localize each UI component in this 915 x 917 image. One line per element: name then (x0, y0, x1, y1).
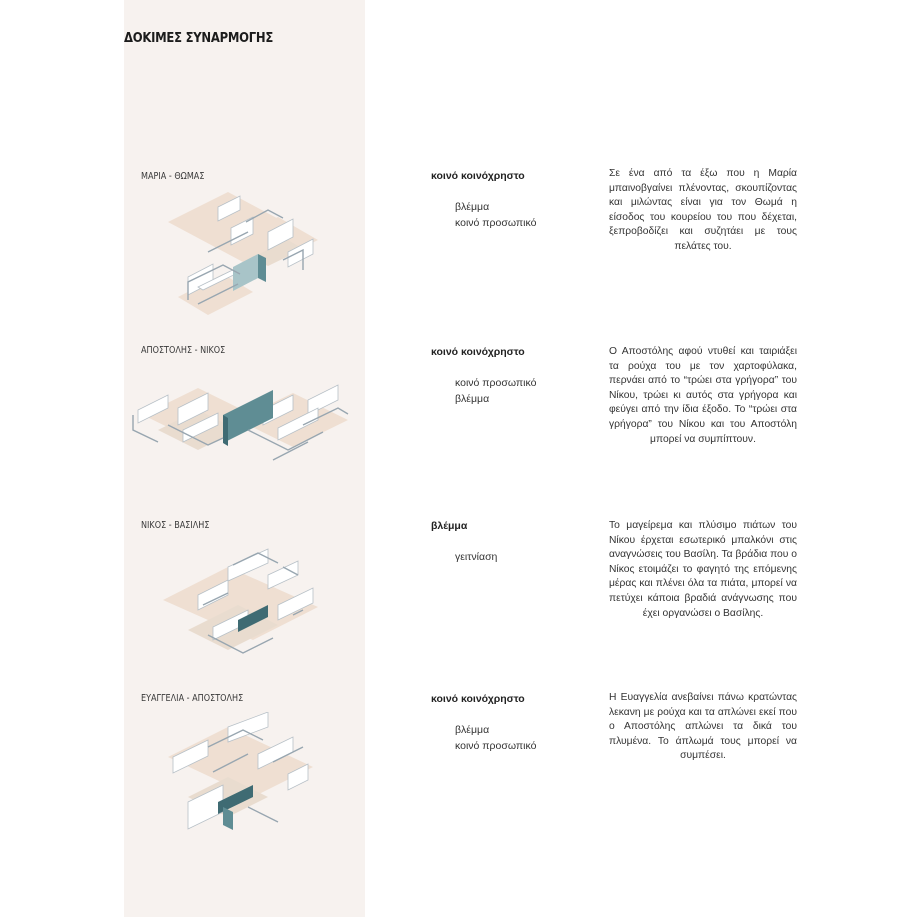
description: Ο Αποστόλης αφού ντυθεί και ταιριάξει τα ρούχα του με τον χαρτοφύλακα, περνάει από το “τρώει στα γρήγορα” του Νίκου, τρώει κι αυτός στα γρήγορα και φεύγει από την ίδια έξοδο. Το “τρώει στα γρήγορα” του Νίκου και του Αποστόλη μπορεί να συμπίπτουν. (609, 346, 797, 445)
relation-sub-2: βλέμμα (455, 393, 490, 405)
description: Η Ευαγγελία ανεβαίνει πάνω κρατώντας λεκανη με ρούχα και τα απλώνει εκεί που ο Αποστόλης απλώνει τα δικά του πλυμένα. Το άπλωμά τους μπορεί να συμπέσει. (609, 692, 797, 762)
relation-sub-1: γειτνίαση (455, 551, 498, 563)
pair-label: ΕΥΑΓΓΕΛΙΑ - ΑΠΟΣΤΟΛΗΣ (141, 693, 244, 704)
relation-sub-1: κοινό προσωπικό (455, 377, 537, 389)
axonometric-drawing (128, 182, 358, 332)
description: Σε ένα από τα έξω που η Μαρία μπαινοβγαίνει πλένοντας, σκουπίζοντας και μιλώντας είναι για τον Θωμά η είσοδος του κουρείου του που δέχεται, ξεπροβοδίζει και συζητάει με τους πελάτες του. (609, 168, 797, 252)
axonometric-drawing (128, 370, 358, 520)
pair-label: ΝΙΚΟΣ - ΒΑΣΙΛΗΣ (141, 520, 210, 531)
axonometric-drawing (128, 712, 358, 862)
relation-sub-1: βλέμμα (455, 724, 490, 736)
relation-type: κοινό κοινόχρηστο (431, 170, 525, 182)
relation-type: κοινό κοινόχρηστο (431, 346, 525, 358)
relation-sub-1: βλέμμα (455, 201, 490, 213)
glass-panels (223, 390, 273, 446)
description: Το μαγείρεμα και πλύσιμο πιάτων του Νίκου έρχεται εσωτερικό μπαλκόνι στις αναγνώσεις του Βασίλη. Τα βράδια που ο Νίκος ετοιμάζει το φαγητό της επόμενης μέρας και πλένει όλα τα πιάτα, μπορεί να πετύχει κάποια βραδιά ανάγνωσης που έχει οργανώσει ο Βασίλης. (609, 520, 797, 619)
relation-type: κοινό κοινόχρηστο (431, 693, 525, 705)
pair-label: ΑΠΟΣΤΟΛΗΣ - ΝΙΚΟΣ (141, 345, 226, 356)
pair-label: ΜΑΡΙΑ - ΘΩΜΑΣ (141, 171, 205, 182)
page-title: ΔΟΚΙΜΕΣ ΣΥΝΑΡΜΟΓΗΣ (124, 30, 274, 46)
relation-sub-2: κοινό προσωπικό (455, 217, 537, 229)
relation-type: βλέμμα (431, 520, 468, 532)
relation-sub-2: κοινό προσωπικό (455, 740, 537, 752)
axonometric-drawing (128, 545, 358, 695)
